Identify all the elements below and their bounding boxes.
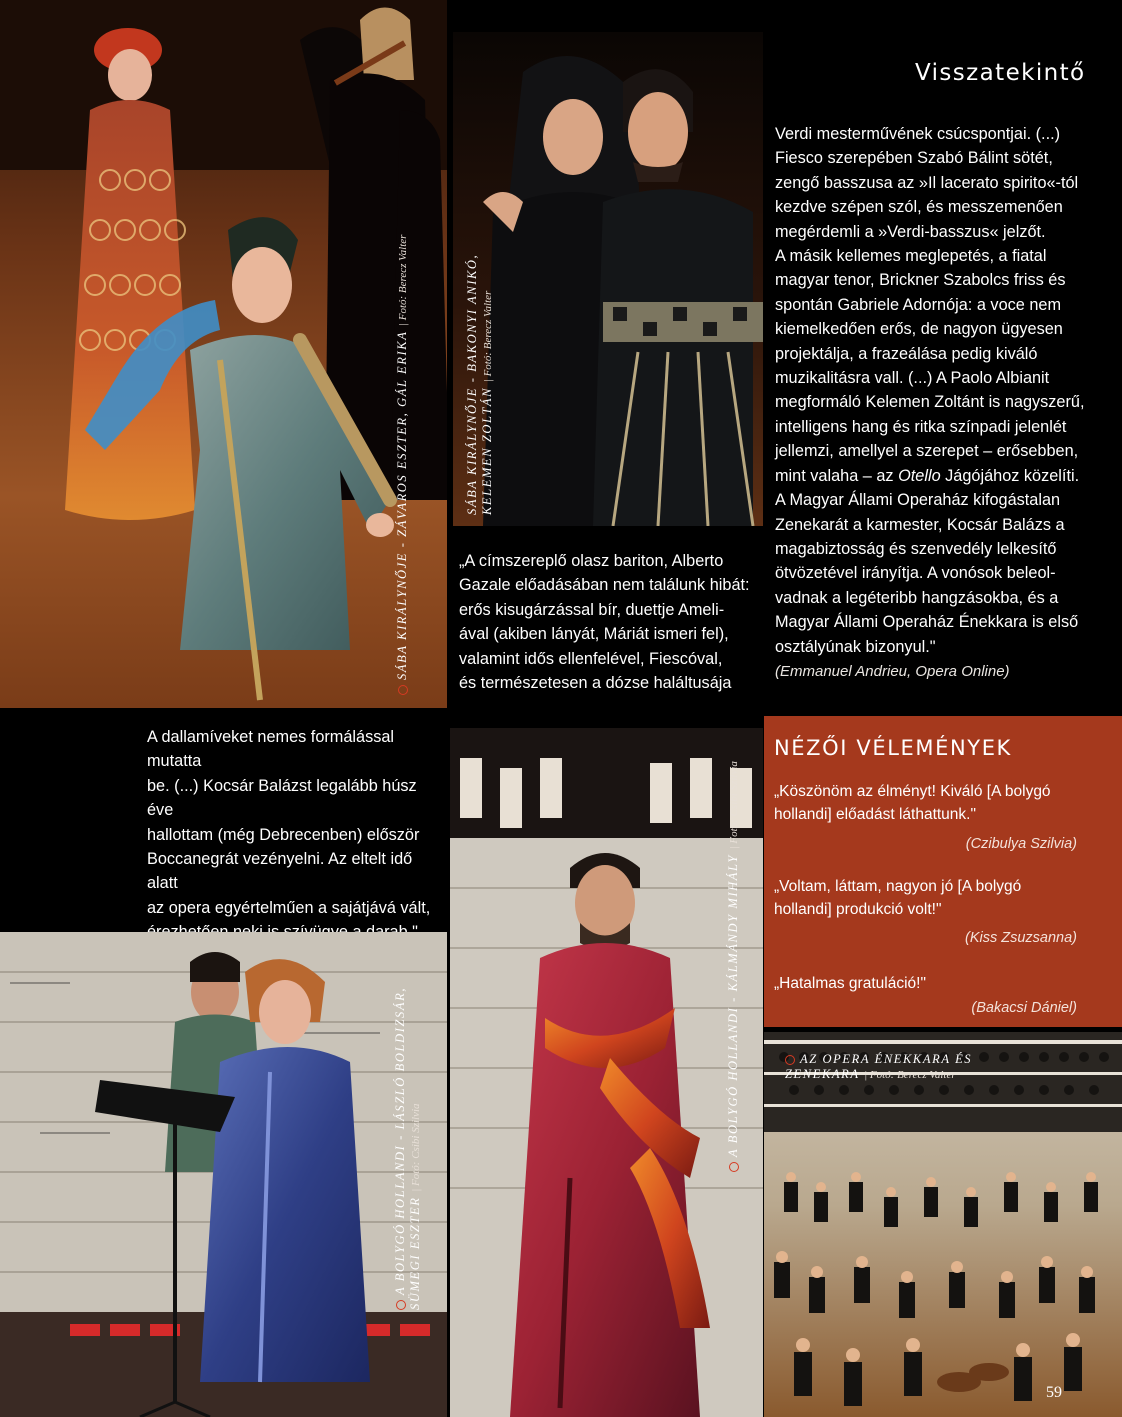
review-line: A másik kellemes meglepetés, a fiatal — [775, 247, 1047, 266]
photo-caption-opera-chorus-orchestra: AZ OPERA ÉNEKKARA ÉS ZENEKARA | Fotó: Berecz Valter — [785, 1052, 973, 1081]
review-line: muzikalitásra vall. (...) A Paolo Albianit — [775, 369, 1050, 388]
review-line: ötvözetével irányítja. A vonósok beleol- — [775, 564, 1056, 583]
photo-caption-flying-dutchman-solo: A BOLYGÓ HOLLANDI - KÁLMÁNDY MIHÁLY | Fotó: Csibi Szilvia — [726, 761, 742, 1172]
photo-caption-queen-of-sheba-1: SÁBA KIRÁLYNŐJE - ZÁVAROS ESZTER, GÁL ERIKA | Fotó: Berecz Valter — [395, 235, 411, 695]
page-number: 59 — [1046, 1384, 1062, 1401]
audience-opinions-box — [764, 716, 1122, 1027]
opinions-title: NÉZŐI VÉLEMÉNYEK — [774, 736, 1012, 760]
review-line: Magyar Állami Operaház Énekkara is első — [775, 613, 1079, 632]
opinion-item — [774, 875, 1077, 946]
opinion-quote: „Voltam, láttam, nagyon jó [A bolygó — [774, 878, 1022, 895]
review-line: erős kisugárzással bír, duettje Ameli- — [459, 600, 725, 619]
photo-caption-queen-of-sheba-2: SÁBA KIRÁLYNŐJE - BAKONYI ANIKÓ, KELEMEN ZOLTÁN | Fotó: Berecz Valter — [465, 253, 494, 515]
review-line: Boccanegrát vezényelni. Az eltelt idő alatt — [147, 850, 413, 893]
review-author: (Emmanuel Andrieu, Opera Online) — [775, 662, 1010, 680]
photo-flying-dutchman-duo — [0, 932, 447, 1417]
review-line: kezdve szépen szól, és messzemenően — [775, 198, 1063, 217]
opinion-quote: „Hatalmas gratuláció!" — [774, 975, 926, 992]
review-line: kiemelkedően erős, de nagyon ügyesen — [775, 320, 1063, 339]
review-line: megérdemli a »Verdi-basszus« jelzőt. — [775, 222, 1046, 241]
opinion-quote: hollandi] produkció volt!" — [774, 901, 942, 918]
review-line: projektálja, a frazeálása pedig kiváló — [775, 344, 1038, 363]
review-line: jellemzi, amellyel a szerepet – erősebben, — [775, 442, 1079, 461]
photo-flying-dutchman-solo — [450, 728, 763, 1417]
review-line: Gazale előadásában nem találunk hibát: — [459, 576, 750, 595]
caption-ring-icon — [729, 1162, 739, 1172]
review-line: valamint idős ellenfelével, Fiescóval, — [459, 649, 723, 668]
photo-queen-of-sheba-1 — [0, 0, 447, 708]
review-line: mint valaha – az Otello Jágójához közelíti. — [775, 466, 1080, 485]
review-line: magabiztosság és szenvedély lelkesítő — [775, 539, 1057, 558]
photo-caption-flying-dutchman-duo: A BOLYGÓ HOLLANDI - LÁSZLÓ BOLDIZSÁR, SÜMEGI ESZTER | Fotó: Csibi Szilvia — [393, 986, 422, 1310]
review-line: „A címszereplő olasz bariton, Alberto — [459, 552, 724, 570]
caption-ring-icon — [398, 685, 408, 695]
section-label: Visszatekintő — [915, 60, 1086, 86]
review-line: A dallamíveket nemes formálással mutatta — [147, 728, 395, 771]
review-line: A Magyar Állami Operaház kifogástalan — [775, 491, 1061, 510]
opinion-author: (Kiss Zsuzsanna) — [964, 930, 1077, 946]
review-line: az opera egyértelműen a sajátjává vált, — [147, 898, 431, 917]
review-line: spontán Gabriele Adornója: a voce nem — [775, 295, 1062, 314]
opinion-item — [774, 975, 1077, 1016]
opinion-author: (Bakacsi Dániel) — [971, 1000, 1077, 1016]
review-line: hallottam (még Debrecenben) először — [147, 825, 420, 844]
review-line: zengő basszusa az »Il lacerato spirito«-tól — [775, 173, 1079, 192]
review-line: megformáló Kelemen Zoltánt is nagyszerű, — [775, 393, 1085, 412]
review-line: be. (...) Kocsár Balázst legalább húsz éve — [147, 776, 417, 820]
review-line: magyar tenor, Brickner Szabolcs friss és — [775, 271, 1066, 290]
opinion-quote: hollandi] előadást láthattunk." — [774, 806, 976, 823]
review-right-text — [775, 122, 1120, 684]
review-line: Zenekarát a karmester, Kocsár Balázs a — [775, 515, 1065, 534]
review-line: intelligens hang és ritka színpadi jelenlét — [775, 417, 1067, 436]
photo-queen-of-sheba-2 — [453, 32, 763, 526]
review-line: Verdi mesterművének csúcspontjai. (...) — [775, 125, 1061, 143]
opinion-author: (Czibulya Szilvia) — [965, 836, 1077, 852]
review-line: ával (akiben lányát, Máriát ismeri fel), — [459, 625, 729, 644]
opinion-item — [774, 780, 1077, 852]
work-title-otello: Otello — [898, 466, 941, 485]
caption-ring-icon — [785, 1055, 795, 1065]
review-line: és természetesen a dózse haláltusája — [459, 674, 732, 693]
review-line: Fiesco szerepében Szabó Bálint sötét, — [775, 149, 1053, 168]
review-line: osztályúnak bizonyul." — [775, 637, 936, 656]
opinion-quote: „Köszönöm az élményt! Kiváló [A bolygó — [774, 783, 1051, 800]
review-middle-text — [459, 549, 759, 695]
review-line: vadnak a legéteribb hangzásokba, és a — [775, 588, 1059, 607]
photo-opera-chorus-orchestra — [764, 1032, 1122, 1417]
caption-ring-icon — [396, 1300, 406, 1310]
